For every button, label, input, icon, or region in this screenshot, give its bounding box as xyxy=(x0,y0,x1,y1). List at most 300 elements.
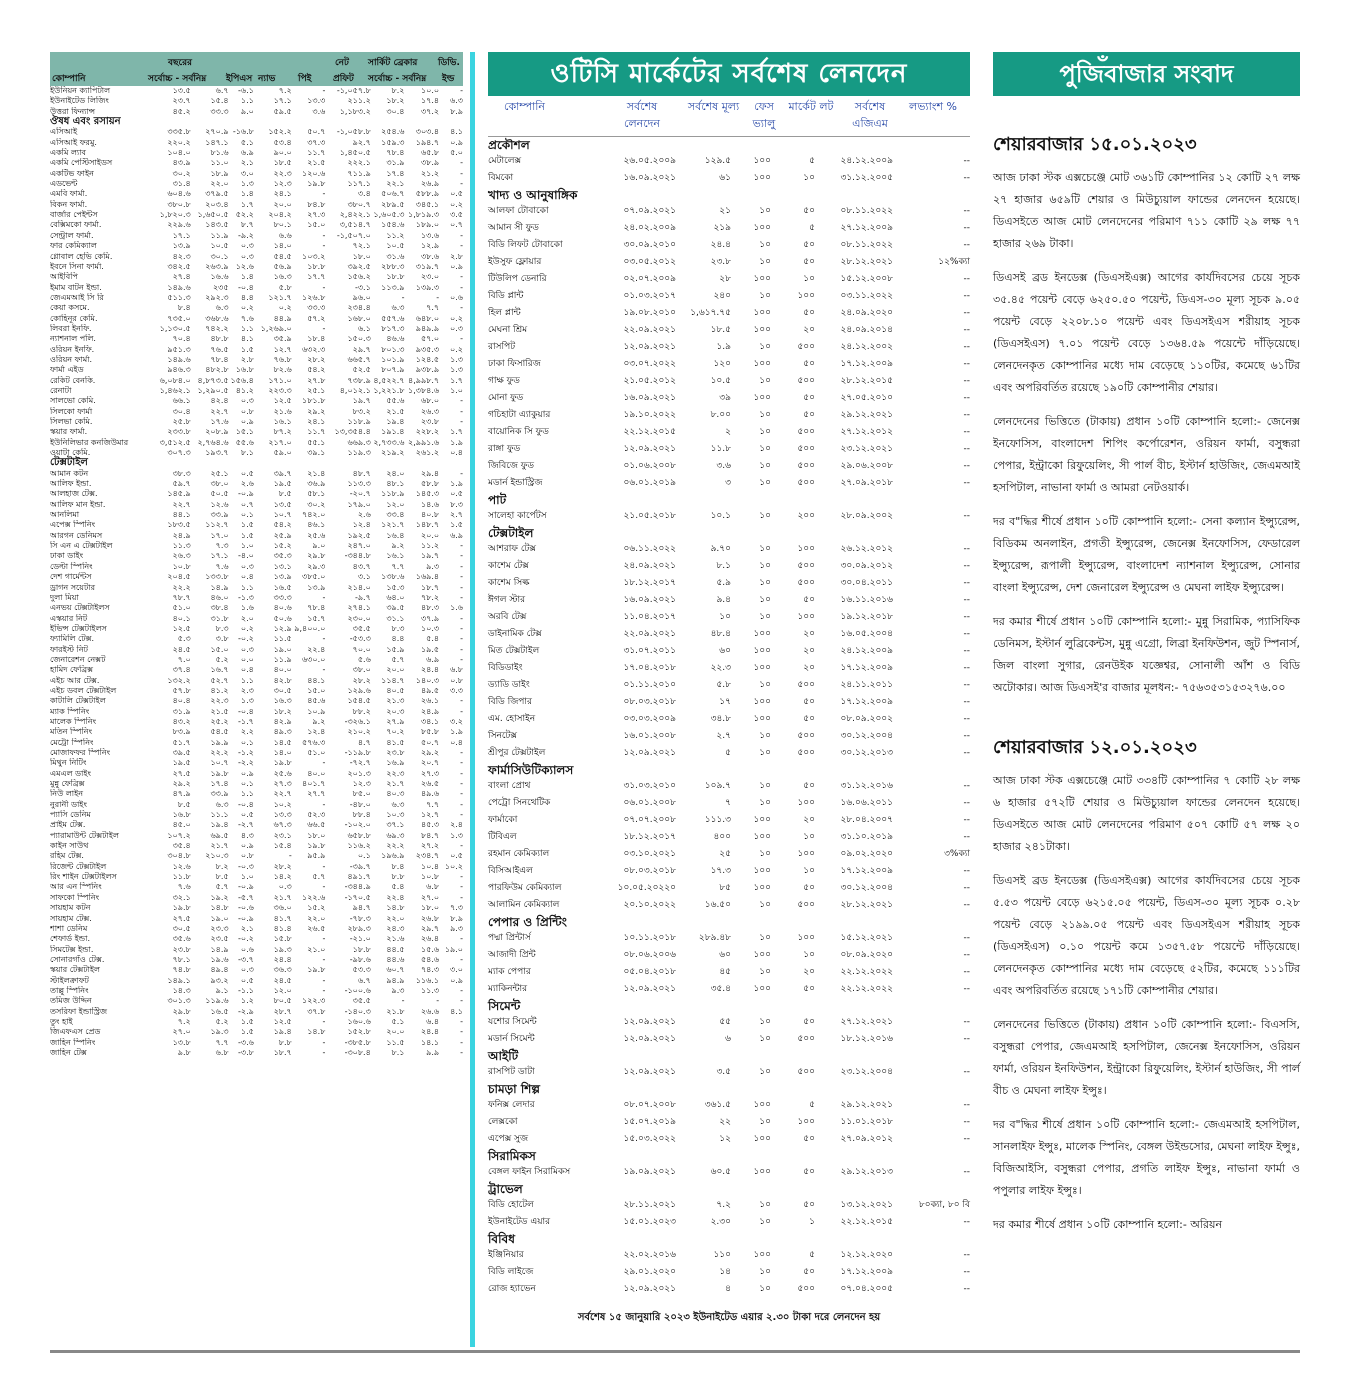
cell-value: ৬.৩ xyxy=(215,799,229,809)
otc-header-last-trade: সর্বশেষ লেনদেন xyxy=(624,100,660,130)
table-row xyxy=(50,438,463,448)
cell-value: ৫৮.৮ xyxy=(420,479,440,489)
cell-value: - xyxy=(460,799,463,809)
cell-value: ০.৭ xyxy=(240,499,254,509)
table-row xyxy=(488,643,970,660)
cell-value: ২১০.৩ xyxy=(205,851,229,861)
cell-value: ২২.১২.২০২২ xyxy=(840,967,893,977)
cell-value: ৩৫.৫ xyxy=(352,623,371,633)
company-name: বিডি লাইজে xyxy=(488,1267,534,1277)
cell-value: ৫৫.১ xyxy=(307,437,326,447)
cell-value: ৪০.১ xyxy=(172,613,191,623)
cell-value: ৯.৪ xyxy=(716,595,731,605)
cell-value: ৫০০ xyxy=(797,342,815,352)
cell-value: ১৯.৩ xyxy=(273,944,292,954)
cell-value: ১০০ xyxy=(753,815,771,825)
cell-value: ৬.৯ xyxy=(426,654,440,664)
cell-value: ২০ xyxy=(803,815,815,825)
cell-value: ২৯.৮ xyxy=(307,551,326,561)
company-name: সালেহা কার্পেটস xyxy=(488,511,547,521)
cell-value: ১.৩ xyxy=(450,354,463,364)
cell-value: ১৯.০৮.২০১০ xyxy=(623,308,676,318)
cell-value: ১,৪৫০.৫ xyxy=(339,148,371,158)
cell-value: ১৮.৭ xyxy=(420,582,440,592)
table-row xyxy=(488,880,970,897)
cell-value: ১.০ xyxy=(450,385,463,395)
company-name: অরবি টেক্স xyxy=(488,612,527,622)
table-row xyxy=(50,1017,463,1027)
cell-value: ২২.৭ xyxy=(210,406,229,416)
table-row xyxy=(488,508,970,525)
company-name: আলিফ ইন্ডা. xyxy=(50,479,92,489)
table-row xyxy=(488,575,970,592)
cell-value: -- xyxy=(963,1250,970,1260)
company-name: বার্জার পেইন্টস xyxy=(50,210,98,220)
cell-value: ১৮.০ xyxy=(352,251,371,261)
news-paragraph: ডিএসই ব্রড ইনডেক্স (ডিএসইএক্স) আগের কার্যদিবসের চেয়ে সূচক ৫.৫৩ পয়েন্ট বেড়ে ৬২১৫.০৫ পয়েন্ট, ডিএস-৩০ মূল্য সূচক ০.২৮ পয়েন্ট বেড়ে ২১৯৯.০৫ পয়েন্ট এবং ডিএসইএস শরীয়াহ সূচক (ডিএসইএস) ০.১০ পয়েন্ট কমে ১৩৫৭.৫৮ পয়েন্টে দাঁড়িয়েছে। লেনদেনকৃত কোম্পানির মধ্যে দাম বেড়েছে ৫২টির, কমেছে ১১১টির এবং অপরিবর্তিত রয়েছে ১৭১টি কোম্পানীর শেয়ার। xyxy=(993,874,1300,997)
cell-value: ১৫.৪ xyxy=(273,841,292,851)
cell-value: ১৫.০৭.২০১৯ xyxy=(623,1117,676,1127)
company-name: রিং শাইন টেক্সটাইলস xyxy=(50,872,117,882)
table-row xyxy=(50,314,463,324)
cell-value: ০.৫ xyxy=(240,810,254,820)
sector-heading xyxy=(488,1181,970,1197)
table-row xyxy=(488,339,970,356)
cell-value: ১১.৫ xyxy=(273,634,292,644)
company-name: গাক্ষ ফুড xyxy=(488,376,520,386)
cell-value: ০.৩ xyxy=(450,323,463,333)
cell-value: ১৯.৮ xyxy=(307,841,326,851)
cell-value: ১৪৫.৯ xyxy=(167,489,191,499)
cell-value: ২.৮ xyxy=(240,354,254,364)
cell-value: ১২.৩ xyxy=(273,179,292,189)
cell-value: ১৬.১ xyxy=(386,551,405,561)
table-row xyxy=(50,469,463,479)
cell-value: ১০ xyxy=(759,748,771,758)
company-name: আর এন স্পিনিং xyxy=(50,882,102,892)
cell-value: ১০০ xyxy=(753,866,771,876)
cell-value: ২১০.২ xyxy=(347,727,371,737)
company-name: বেক্সিমকো ফার্মা. xyxy=(50,220,102,230)
cell-value: -১,০৫৮.৮ xyxy=(336,127,371,137)
cell-value: ৪৮.৪ xyxy=(710,629,731,639)
cell-value: ২০ xyxy=(803,967,815,977)
cell-value: - xyxy=(322,954,326,964)
cell-value: ৪৫.০ xyxy=(172,820,191,830)
cell-value: ১৬.৩ xyxy=(273,696,292,706)
cell-value: ১৬০.৬ xyxy=(347,1016,371,1026)
cell-value: - xyxy=(460,1016,463,1026)
cell-value: - xyxy=(460,158,463,168)
cell-value: ২২.০২.২০১৬ xyxy=(623,1250,676,1260)
table-row xyxy=(50,738,463,748)
cell-value: ৫.৭ xyxy=(391,654,405,664)
cell-value: ২৭০.৯ xyxy=(205,127,229,137)
market-news-section xyxy=(993,52,1300,1248)
cell-value: - xyxy=(460,872,463,882)
cell-value: ১২.৫ xyxy=(273,396,292,406)
cell-value: ৮৫.০ xyxy=(352,789,371,799)
cell-value: ২৬.০৫.২০০৯ xyxy=(623,156,676,166)
cell-value: ৫৯.৭ xyxy=(172,479,191,489)
cell-value: ৫২.৩ xyxy=(307,810,326,820)
cell-value: ৯.৯ xyxy=(426,1047,440,1057)
cell-value: ২২.২ xyxy=(172,582,191,592)
cell-value: ২১৭.০ xyxy=(268,437,292,447)
cell-value: ১৫.০ xyxy=(307,220,326,230)
cell-value: ৬৬৯.৩ xyxy=(347,437,371,447)
otc-header-last-price: সর্বশেষ মূল্য xyxy=(687,100,740,113)
cell-value: ৫১১.৩ xyxy=(167,292,191,302)
company-name: বেঙ্গল ফাইন সিরামিকস xyxy=(488,1167,571,1177)
cell-value: ১.৩ xyxy=(240,179,254,189)
cell-value: ৩১.৪ xyxy=(172,179,191,189)
cell-value: -- xyxy=(963,308,970,318)
cell-value: -- xyxy=(963,950,970,960)
cell-value: ০.৪ xyxy=(450,448,463,458)
cell-value: ১০ xyxy=(759,595,771,605)
cell-value: ৩.৫ xyxy=(716,1067,731,1077)
cell-value: ১১.৩ xyxy=(172,541,191,551)
cell-value: ১৮.২ xyxy=(386,96,405,106)
cell-value: ৩৬৮.৬ xyxy=(205,313,229,323)
table-row xyxy=(488,203,970,220)
cell-value: ১০.৩ xyxy=(420,623,440,633)
cell-value: ২২.০ xyxy=(386,913,405,923)
cell-value: ৪.১ xyxy=(450,127,463,137)
cell-value: ১০.৮ xyxy=(172,561,191,571)
otc-footer-note: সর্বশেষ ১৫ জানুয়ারি ২০২৩ ইউনাইটেড এয়ার ২.৩০ টাকা দরে লেনদেন হয় xyxy=(577,1312,881,1323)
cell-value: ০৮.১১.২০২২ xyxy=(840,206,893,216)
cell-value: ৫১.৭ xyxy=(172,737,191,747)
cell-value: ৭.২ xyxy=(716,1200,731,1210)
table-row xyxy=(488,981,970,998)
cell-value: ১৬.০৯.২০২১ xyxy=(623,595,676,605)
cell-value: ৫০০ xyxy=(797,1067,815,1077)
sector-heading xyxy=(488,1048,970,1064)
cell-value: ৩৭.৩ xyxy=(307,137,326,147)
cell-value: ২১.৮ xyxy=(386,1006,405,1016)
cell-value: ১০ xyxy=(759,967,771,977)
cell-value: ৬,০৮৪.০ xyxy=(159,375,191,385)
cell-value: ১০০ xyxy=(753,1100,771,1110)
cell-value: ৯.০ xyxy=(240,106,254,116)
cell-value: - xyxy=(322,975,326,985)
cell-value: ৬.৬ xyxy=(278,230,292,240)
cell-value: ২৫.৬ xyxy=(273,768,292,778)
cell-value: ৮.০০ xyxy=(710,410,731,420)
cell-value: ১৮.১২.২০১৭ xyxy=(623,578,676,588)
cell-value: ০.৪ xyxy=(240,572,254,582)
cell-value: ০৩.০৭.২০২২ xyxy=(623,359,676,369)
cell-value: ২২.৩ xyxy=(210,696,229,706)
cell-value: ৬ xyxy=(725,1034,731,1044)
cell-value: ৯৪.৭ xyxy=(352,903,371,913)
cell-value: ৫ xyxy=(809,1250,815,1260)
company-name: আলামিন কেমিক্যাল xyxy=(488,900,560,910)
cell-value: ০.৯ xyxy=(240,768,254,778)
table-row xyxy=(50,562,463,572)
cell-value: -৩৪৪.৮ xyxy=(344,551,371,561)
news-date-heading: শেয়ারবাজার ১২.০১.২০২৩ xyxy=(993,737,1197,758)
cell-value: ২২.৪ xyxy=(307,644,326,654)
otc-header-market-lot: মার্কেট লট xyxy=(788,100,834,113)
table-row xyxy=(50,882,463,892)
cell-value: ৬৬.১ xyxy=(172,396,191,406)
cell-value: ১০.৯ xyxy=(307,706,326,716)
company-name: রেনাটা xyxy=(50,385,72,395)
cell-value: ২৬.৮ xyxy=(420,913,440,923)
cell-value: ২১৯.২ xyxy=(381,448,405,458)
company-name: হামিদ ফেব্রিক্স xyxy=(50,665,93,675)
header-year: বছরের xyxy=(168,58,192,68)
cell-value: -৩.৬ xyxy=(237,1037,254,1047)
company-name: গচিহাটা এ্যাকুয়ার xyxy=(488,410,551,420)
table-row xyxy=(488,356,970,373)
cell-value: ৭.৬ xyxy=(240,313,254,323)
cell-value: ২৪.১২.২০০৯ xyxy=(840,646,893,656)
cell-value: ২০.০ xyxy=(420,530,440,540)
company-name: রহমান কেমিক্যাল xyxy=(488,849,550,859)
cell-value: ৩.৬ xyxy=(312,106,326,116)
cell-value: ২৮.১২.২০১৫ xyxy=(840,376,893,386)
cell-value: ২২.৩ xyxy=(273,168,292,178)
cell-value: ৮.৩ xyxy=(391,623,405,633)
cell-value: ৫.১ xyxy=(240,137,254,147)
cell-value: ১৪.৬ xyxy=(420,499,440,509)
cell-value: ১০ xyxy=(759,578,771,588)
table-row xyxy=(50,851,463,861)
cell-value: - xyxy=(460,758,463,768)
cell-value: ১১.৯ xyxy=(273,654,292,664)
cell-value: ০.৩ xyxy=(240,396,254,406)
header-high-low: সর্বোচ্চ - সর্বনিম্ন xyxy=(148,74,207,84)
cell-value: ৯.৭০ xyxy=(710,544,731,554)
cell-value: ৩১.১২.২০১৬ xyxy=(840,781,893,791)
company-name: ইঞ্জিনিয়ার xyxy=(488,1250,524,1260)
cell-value: ২৪.১ xyxy=(307,417,326,426)
cell-value: -- xyxy=(963,697,970,707)
cell-value: ৯৫.৯ xyxy=(307,851,326,861)
cell-value: ৬৯.৫ xyxy=(210,830,229,840)
cell-value: ২২.০৯.২০২১ xyxy=(623,325,676,335)
cell-value: ২২.০৯.২০২১ xyxy=(623,629,676,639)
cell-value: ৫০০ xyxy=(797,1034,815,1044)
cell-value: ২৯.৭ xyxy=(352,344,371,354)
cell-value: ৪.৩ xyxy=(240,830,254,840)
cell-value: ২৫.৬ xyxy=(307,530,326,540)
cell-value: ২৪.৪ xyxy=(710,240,731,250)
table-row xyxy=(50,489,463,499)
cell-value: ০.৬ xyxy=(240,944,254,954)
cell-value: ১৬৯.৪ xyxy=(415,572,440,582)
cell-value: -২.৯ xyxy=(238,1006,254,1016)
cell-value: ১২.০৯.২০২১ xyxy=(623,1067,676,1077)
cell-value: ১০০ xyxy=(753,714,771,724)
cell-value: ৬৮.০ xyxy=(420,396,440,406)
table-row xyxy=(488,541,970,558)
cell-value: ৫০০ xyxy=(797,578,815,588)
cell-value: ৫৭.২ xyxy=(307,313,326,323)
cell-value: ১০০ xyxy=(753,629,771,639)
cell-value: ২২.১২.২০২২ xyxy=(840,984,893,994)
cell-value: ৯৪.৯ xyxy=(386,975,405,985)
cell-value: ২৮.১২.২০২১ xyxy=(840,257,893,267)
otc-table-header xyxy=(488,96,970,137)
cell-value: ১৮.৫ xyxy=(273,158,292,168)
cell-value: - xyxy=(460,272,463,282)
company-name: এডভেন্ট xyxy=(50,179,78,189)
cell-value: - xyxy=(460,86,463,95)
table-row xyxy=(50,283,463,293)
cell-value: ১.১ xyxy=(240,323,254,333)
sector-label: টেক্সটাইল xyxy=(488,526,534,540)
cell-value: ১,২৯০.৫ xyxy=(197,385,229,395)
cell-value: ২১.০৫.২০১৮ xyxy=(623,511,676,521)
cell-value: ১০০ xyxy=(753,832,771,842)
cell-value: ১০০ xyxy=(797,798,815,808)
cell-value: ৯৩৫.৩ xyxy=(415,344,440,354)
cell-value: ২.১ xyxy=(240,923,254,933)
cell-value: - xyxy=(460,613,463,623)
cell-value: ৫০ xyxy=(803,393,815,403)
cell-value: ২৭.৭ xyxy=(307,789,326,799)
cell-value: ৪৮.১ xyxy=(386,479,405,489)
sector-label: পাট xyxy=(488,493,507,507)
table-row xyxy=(488,592,970,609)
cell-value: ২৪০ xyxy=(713,291,731,301)
cell-value: ১ xyxy=(809,1217,815,1227)
cell-value: -- xyxy=(963,815,970,825)
cell-value: ৫.২ xyxy=(215,654,229,664)
cell-value: ১১.৫ xyxy=(386,1037,405,1047)
cell-value: ১১৯.৬ xyxy=(205,996,229,1006)
cell-value: ১০০ xyxy=(753,359,771,369)
cell-value: ১৩.৮ xyxy=(172,1037,191,1047)
cell-value: ৩৮.৪ xyxy=(210,603,229,613)
cell-value: ৫০ xyxy=(803,1017,815,1027)
cell-value: ৭.৭ xyxy=(426,799,440,809)
cell-value: ১৯.১২.২০১৮ xyxy=(840,612,893,622)
cell-value: ১৩.৯ xyxy=(307,582,326,592)
table-row xyxy=(50,386,463,396)
cell-value: ৪২.৮ xyxy=(273,675,292,685)
cell-value: - xyxy=(460,954,463,964)
cell-value: ৩০.১২.২০১৩ xyxy=(840,748,893,758)
company-name: পদ্মা প্রিন্টার্স xyxy=(488,933,531,943)
cell-value: ২.১ xyxy=(240,158,254,168)
cell-value: ২.৬ xyxy=(357,510,371,520)
cell-value: ১০০ xyxy=(753,308,771,318)
cell-value: ২৫.২ xyxy=(210,716,229,726)
cell-value: -২১.০ xyxy=(349,934,371,944)
cell-value: - xyxy=(401,996,405,1006)
cell-value: ১৫.৮ xyxy=(273,934,292,944)
cell-value: ১৪৩.৫ xyxy=(205,220,229,230)
cell-value: ৩৬.০ xyxy=(273,903,292,913)
table-row xyxy=(50,262,463,272)
news-body xyxy=(993,130,1300,1236)
cell-value: ২২.৪ xyxy=(386,892,405,902)
cell-value: ৫.৭ xyxy=(312,872,326,882)
company-name: ড্যাডি ডাইং xyxy=(488,680,530,690)
cell-value: ৩৯.১ xyxy=(307,448,326,458)
cell-value: ২০ xyxy=(803,629,815,639)
cell-value: ২৫.৮ xyxy=(172,417,191,426)
cell-value: ১১৩.৯ xyxy=(381,282,405,292)
table-row xyxy=(50,96,463,106)
cell-value: ১২.০৯.২০২১ xyxy=(623,1034,676,1044)
table-row xyxy=(488,220,970,237)
cell-value: - xyxy=(460,882,463,892)
news-paragraph: লেনদেনের ভিত্তিতে (টাকায়) প্রধান ১০টি কোম্পানি হলো:- বিএসসি, বসুন্ধরা পেপার, জেএমআই হসপিটাল, জেনেক্স ইনফোসিস, ওরিয়ন ফার্মা, ওরিয়ন ইনফিউশন, ইন্ট্রাকো রিফুয়েলিং, ইস্টার্ন হাউজিং, সী পার্ল বীচ ও মেঘনা লাইফ ইন্সুঃ। xyxy=(993,1018,1300,1097)
cell-value: ২৭.১২.২০২১ xyxy=(840,1017,893,1027)
cell-value: - xyxy=(322,665,326,675)
cell-value: ৬.৯ xyxy=(450,530,463,540)
cell-value: ৬০ xyxy=(719,646,731,656)
cell-value: ১৯.৮ xyxy=(307,179,326,189)
cell-value: ৩০.১ xyxy=(210,251,229,261)
cell-value: ৫০ xyxy=(803,1267,815,1277)
cell-value: ১২.০৯.২০২১ xyxy=(623,444,676,454)
table-row xyxy=(50,334,463,344)
cell-value: ৪০.৫ xyxy=(386,685,405,695)
table-row xyxy=(50,831,463,841)
company-name: সায়হাম কটন xyxy=(50,903,91,913)
cell-value: ১২১.৭ xyxy=(381,520,405,530)
cell-value: ৫১.০ xyxy=(172,603,191,613)
cell-value: ৩০.৪ xyxy=(386,106,405,116)
cell-value: ২১.৩ xyxy=(386,696,405,706)
cell-value: ২৮.০৯.২০০২ xyxy=(840,511,893,521)
company-name: জাহিন স্পিনিং xyxy=(50,1037,96,1047)
header-nav: ন্যাভ xyxy=(258,74,276,84)
company-name: ইভিন্স টেক্সটাইলস xyxy=(50,623,107,633)
cell-value: ১০০ xyxy=(797,933,815,943)
cell-value: ৩.০ xyxy=(450,965,463,975)
cell-value: ১৩৯.৩ xyxy=(415,282,440,292)
news-paragraph: আজ ঢাকা স্টক এক্সচেঞ্জে মোট ৩৬১টি কোম্পানির ১২ কোটি ২৭ লক্ষ ২৭ হাজার ৬৫৯টি শেয়ার ও মিউচ্যুয়াল ফান্ডের লেনদেন হয়েছে। ডিএসইতে আজ মোট লেনদেনের পরিমাণ ৭১১ কোটি ২৯ লক্ষ ৭৭ হাজার ২৬৯ টাকা। xyxy=(993,171,1300,250)
table-row xyxy=(488,475,970,492)
cell-value: ৪৪.৬ xyxy=(386,954,405,964)
cell-value: ১১৬.২ xyxy=(347,841,371,851)
cell-value: ১১.২ xyxy=(420,541,440,551)
cell-value: ১৫৯.৩ xyxy=(381,137,405,147)
cell-value: -- xyxy=(963,646,970,656)
cell-value: ১০১.৯ xyxy=(381,354,405,364)
table-row xyxy=(50,210,463,220)
cell-value: ১২১.৭ xyxy=(268,292,292,302)
cell-value: ৬.৯ xyxy=(240,148,254,158)
cell-value: ৩৮০.৮ xyxy=(167,199,191,209)
cell-value: ৪,৮৭৩.৫ xyxy=(197,375,229,385)
cell-value: -৫৩.৩ xyxy=(349,634,371,644)
cell-value: ১৯.০ xyxy=(273,644,292,654)
cell-value: ০.৮ xyxy=(240,851,254,861)
cell-value: ১২.০৯.২০২১ xyxy=(623,1284,676,1294)
cell-value: ২৯.২ xyxy=(307,406,326,416)
cell-value: ৯.৩ xyxy=(450,923,463,933)
cell-value: ১০০ xyxy=(753,223,771,233)
cell-value: ১২৬.৮ xyxy=(302,292,326,302)
cell-value: ৩৬.৩ xyxy=(273,965,292,975)
cell-value: ১০০ xyxy=(797,544,815,554)
cell-value: ৪৯.৫ xyxy=(420,685,440,695)
company-name: পেট্রো সিনথেটিক xyxy=(488,798,551,808)
company-name: ডেল্টা স্পিনিং xyxy=(50,561,93,571)
table-row xyxy=(50,200,463,210)
cell-value: ৫৯.০ xyxy=(273,448,292,458)
